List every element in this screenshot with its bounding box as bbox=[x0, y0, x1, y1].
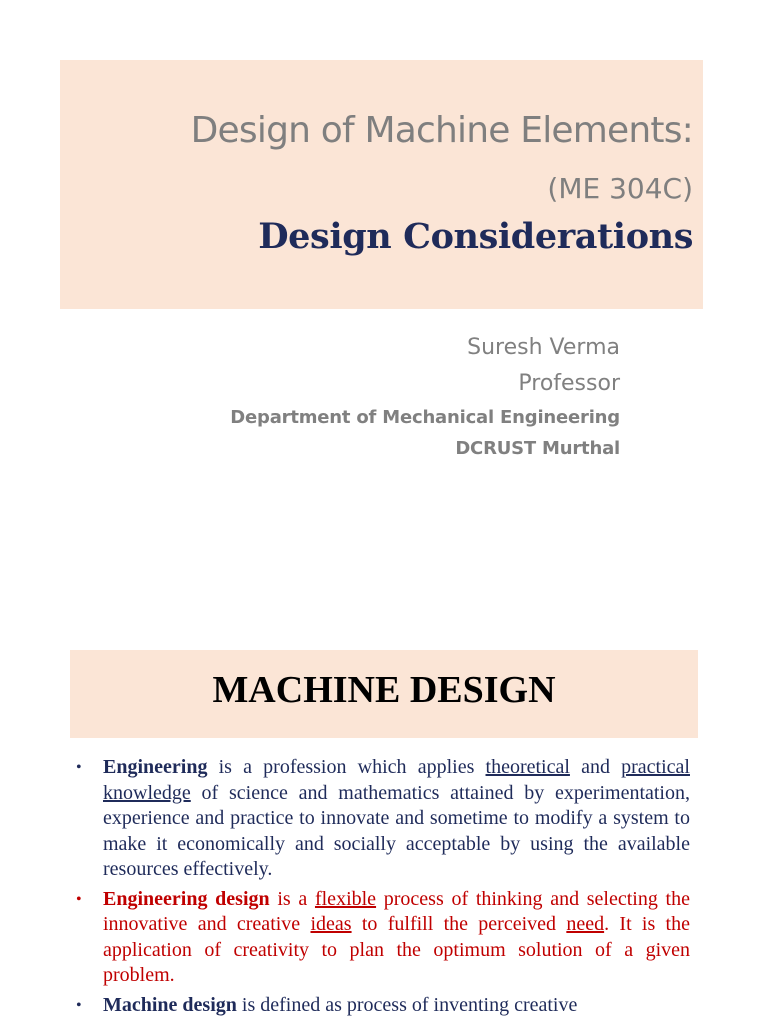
underlined-term: need bbox=[566, 913, 605, 935]
term-machine-design: Machine design bbox=[103, 993, 237, 1016]
bullet-machine-design bbox=[74, 993, 690, 1019]
underlined-term: theoretical bbox=[485, 756, 570, 778]
author-institution: DCRUST Murthal bbox=[455, 438, 620, 459]
author-name: Suresh Verma bbox=[467, 335, 620, 360]
bullet-text: and bbox=[569, 756, 622, 778]
bullet-icon: • bbox=[76, 890, 82, 908]
bullet-text: is a bbox=[269, 887, 315, 910]
term-engineering: Engineering bbox=[103, 756, 208, 778]
bullet-text: is a profession which applies bbox=[207, 756, 486, 778]
slide-subtitle: Design Considerations bbox=[258, 216, 693, 257]
underlined-term: practical knowledge bbox=[103, 756, 690, 804]
author-block bbox=[230, 330, 620, 464]
course-code: (ME 304C) bbox=[547, 172, 693, 205]
term-engineering-design: Engineering design bbox=[103, 887, 270, 910]
slide-title: Design of Machine Elements: bbox=[190, 110, 693, 151]
bullet-icon: • bbox=[76, 759, 82, 776]
author-department: Department of Mechanical Engineering bbox=[230, 407, 620, 428]
underlined-term: flexible bbox=[314, 887, 377, 910]
underlined-term: ideas bbox=[310, 913, 352, 935]
bullet-engineering-design bbox=[74, 887, 690, 989]
bullet-text: . It is the application of creativity to plan the optimum solution of a given problem. bbox=[103, 913, 690, 986]
bullet-icon: • bbox=[76, 996, 82, 1014]
title-banner bbox=[60, 60, 703, 309]
bullet-text: to fulfill the perceived bbox=[351, 913, 567, 935]
author-role: Professor bbox=[518, 371, 620, 396]
bullet-text: of science and mathematics attained by experimentation, experience and practice to innovate and sometime to modify a system to make it economically and socially acceptable by using the available resources effectively. bbox=[103, 781, 690, 880]
bullet-list bbox=[74, 755, 690, 1022]
bullet-engineering bbox=[74, 755, 690, 883]
bullet-text: process of thinking and selecting the innovative and creative bbox=[103, 887, 690, 935]
section-banner bbox=[70, 650, 698, 738]
bullet-text: is defined as process of inventing creative bbox=[236, 993, 578, 1016]
section-heading: MACHINE DESIGN bbox=[212, 669, 556, 711]
